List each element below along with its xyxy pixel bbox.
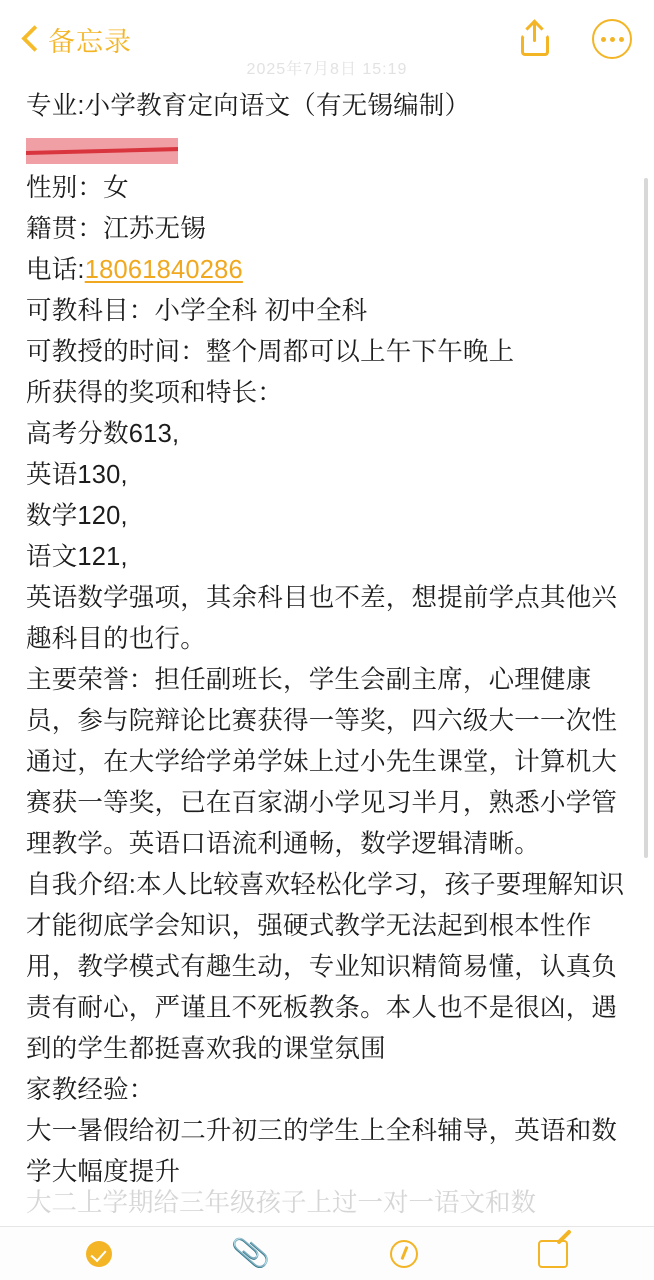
- back-button[interactable]: [22, 20, 132, 59]
- phone-number-link[interactable]: 18061840286: [84, 256, 243, 284]
- note-line-strengths: 英语数学强项，其余科目也不差，想提前学点其他兴趣科目的也行。: [26, 584, 618, 653]
- note-line-experience-detail: 大一暑假给初二升初三的学生上全科辅导，英语和数学大幅度提升: [26, 1117, 618, 1186]
- note-line-self-intro: 自我介绍:本人比较喜欢轻松化学习，孩子要理解知识才能彻底学会知识，强硬式教学无法起到根本性作用，教学模式有趣生动，专业知识精简易懂，认真负责有耐心，严谨且不死板教条。本人也不是很凶，遇到的学生都挺喜欢我的课堂氛围: [26, 871, 625, 1063]
- compose-icon[interactable]: [538, 1240, 568, 1268]
- more-options-icon[interactable]: [592, 19, 632, 59]
- note-line-major: 专业:小学教育定向语文（有无锡编制）: [26, 92, 471, 120]
- note-line-phone: [26, 250, 628, 291]
- note-line-experience-header: 家教经验：: [26, 1076, 155, 1104]
- note-line-english-score: 英语130,: [26, 461, 128, 489]
- markup-pen-icon[interactable]: [390, 1240, 418, 1268]
- share-icon[interactable]: [520, 22, 550, 56]
- note-line-subjects: 可教科目：小学全科 初中全科: [26, 297, 368, 325]
- bottom-toolbar: [0, 1226, 654, 1280]
- note-line-gender: 性别：女: [26, 174, 129, 202]
- note-line-gaokao: 高考分数613,: [26, 420, 180, 448]
- note-line-math-score: 数学120,: [26, 502, 128, 530]
- note-line-availability: 可教授的时间：整个周都可以上午下午晚上: [26, 338, 515, 366]
- note-line-honors: 主要荣誉：担任副班长，学生会副主席，心理健康员，参与院辩论比赛获得一等奖，四六级大一一次性通过，在大学给学弟学妹上过小先生课堂，计算机大赛获一等奖，已在百家湖小学见习半月，熟悉小学管理教学。英语口语流利通畅，数学逻辑清晰。: [26, 666, 618, 858]
- note-line-chinese-score: 语文121,: [26, 543, 128, 571]
- redaction-mark: [26, 138, 178, 164]
- top-bar-actions: [520, 19, 632, 59]
- chevron-left-icon: [22, 25, 38, 53]
- note-line-redacted-name: [26, 127, 628, 168]
- phone-label: 电话:: [26, 256, 85, 284]
- note-line-awards-header: 所获得的奖项和特长：: [26, 379, 284, 407]
- scrollbar[interactable]: [644, 178, 648, 858]
- checklist-icon[interactable]: [86, 1241, 112, 1267]
- note-timestamp: 2025年7月8日 15:19: [246, 61, 408, 78]
- note-line-hometown: 籍贯：江苏无锡: [26, 215, 206, 243]
- top-navigation-bar: [0, 0, 654, 78]
- note-line-partial-next: 大二上学期给三年级孩子上过一对一语文和数: [26, 1189, 537, 1217]
- paperclip-icon[interactable]: 📎: [230, 1234, 272, 1273]
- note-content[interactable]: [0, 78, 654, 1226]
- back-button-label: 备忘录: [48, 26, 132, 57]
